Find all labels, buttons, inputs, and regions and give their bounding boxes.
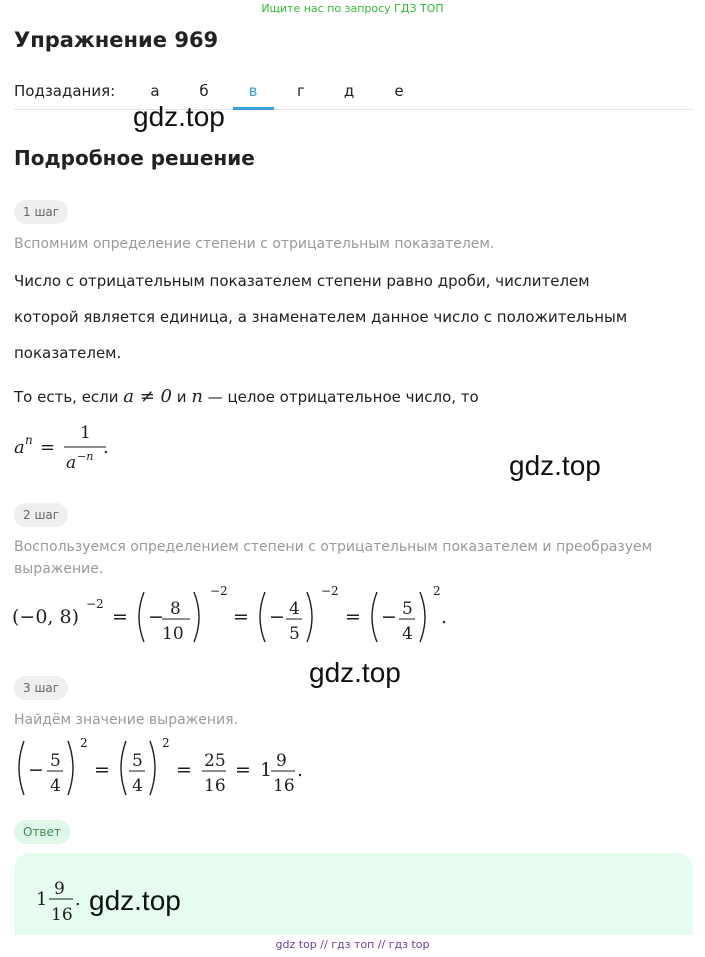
- svg-text:=: =: [94, 759, 110, 781]
- svg-text:−: −: [28, 759, 44, 781]
- subtask-tab-d[interactable]: д: [343, 82, 355, 100]
- svg-text:4: 4: [132, 776, 143, 796]
- svg-text:−2: −2: [321, 584, 339, 598]
- svg-text:1: 1: [80, 423, 91, 443]
- solution-heading: Подробное решение: [14, 146, 255, 170]
- svg-text:=: =: [112, 606, 128, 628]
- formula-negative-exponent: [12, 420, 132, 474]
- svg-text:2: 2: [162, 736, 170, 750]
- subtask-tab-g[interactable]: г: [297, 82, 305, 100]
- svg-text:2: 2: [80, 736, 88, 750]
- svg-text:=: =: [40, 437, 56, 458]
- answer-badge: Ответ: [14, 820, 70, 844]
- svg-text:5: 5: [50, 751, 61, 771]
- svg-text:4: 4: [289, 599, 300, 619]
- svg-text:(−0, 8): (−0, 8): [12, 606, 80, 628]
- footer-link[interactable]: гдз top: [388, 938, 430, 951]
- svg-text:5: 5: [132, 751, 143, 771]
- step-badge: 2 шаг: [14, 503, 68, 527]
- math-a-neq-0: a ≠ 0: [123, 386, 173, 407]
- svg-text:a: a: [66, 453, 77, 473]
- svg-text:9: 9: [54, 879, 65, 899]
- svg-text:1: 1: [260, 759, 273, 781]
- subtask-tab-e[interactable]: е: [394, 82, 404, 100]
- svg-text:9: 9: [276, 751, 287, 771]
- footer-links: [0, 938, 705, 951]
- step-text-line: которой является единица, а знаменателем данное число с положительным: [14, 308, 628, 326]
- svg-text:−n: −n: [77, 450, 94, 463]
- page-title: Упражнение 969: [14, 28, 219, 52]
- svg-text:4: 4: [402, 624, 413, 644]
- search-hint-link[interactable]: Ищите нас по запросу ГДЗ ТОП: [261, 2, 444, 15]
- condition-line: [14, 384, 479, 410]
- step-text-line: Число с отрицательным показателем степени равно дроби, числителем: [14, 272, 590, 290]
- svg-text:=: =: [233, 606, 249, 628]
- footer-link[interactable]: гдз топ: [331, 938, 375, 951]
- condition-suffix: — целое отрицательное число, то: [207, 388, 479, 406]
- svg-text:5: 5: [402, 599, 413, 619]
- math-n: n: [191, 386, 203, 407]
- svg-text:25: 25: [204, 751, 226, 771]
- svg-text:4: 4: [50, 776, 61, 796]
- svg-text:=: =: [235, 759, 251, 781]
- subtask-tab-b[interactable]: б: [199, 82, 209, 100]
- active-tab-indicator: [233, 107, 274, 110]
- svg-text:−: −: [148, 606, 164, 628]
- subtask-tab-a[interactable]: а: [150, 82, 160, 100]
- svg-text:.: .: [75, 889, 81, 910]
- svg-text:−2: −2: [210, 584, 228, 598]
- svg-text:.: .: [297, 759, 304, 781]
- footer-separator: //: [320, 938, 328, 951]
- svg-text:a: a: [14, 437, 25, 458]
- svg-text:−2: −2: [86, 597, 104, 611]
- svg-text:16: 16: [204, 776, 226, 796]
- svg-text:n: n: [25, 433, 33, 447]
- svg-text:2: 2: [433, 584, 441, 598]
- svg-text:1: 1: [36, 889, 48, 910]
- formula-step-3: [10, 733, 330, 803]
- condition-prefix: То есть, если: [14, 388, 119, 406]
- svg-text:=: =: [345, 606, 361, 628]
- step-badge: 1 шаг: [14, 200, 68, 224]
- svg-text:.: .: [441, 606, 448, 628]
- step-text-line: показателем.: [14, 344, 122, 362]
- condition-and: и: [176, 388, 187, 406]
- footer-separator: //: [377, 938, 386, 951]
- subtask-tab-v[interactable]: в: [248, 82, 258, 100]
- svg-text:=: =: [176, 759, 192, 781]
- svg-text:−: −: [269, 606, 285, 628]
- tabs-divider: [14, 109, 694, 110]
- watermark: gdz.top: [509, 450, 601, 481]
- step-hint: Вспомним определение степени с отрицательным показателем.: [14, 236, 495, 252]
- step-hint: Найдём значение выражения.: [14, 712, 239, 728]
- footer-link[interactable]: gdz top: [275, 938, 317, 951]
- step-hint: Воспользуемся определением степени с отрицательным показателем и преобразуем выражение.: [14, 539, 653, 577]
- svg-text:10: 10: [162, 624, 184, 644]
- subtasks-label: Подзадания:: [14, 82, 116, 100]
- svg-text:16: 16: [273, 776, 295, 796]
- svg-text:−: −: [381, 606, 397, 628]
- svg-text:.: .: [103, 437, 109, 458]
- svg-text:8: 8: [170, 599, 181, 619]
- watermark: gdz.top: [89, 885, 181, 916]
- answer-value: [34, 872, 94, 928]
- watermark: gdz.top: [133, 101, 225, 132]
- svg-text:16: 16: [51, 905, 73, 925]
- watermark: gdz.top: [309, 657, 401, 688]
- step-badge: 3 шаг: [14, 676, 68, 700]
- svg-text:5: 5: [289, 624, 300, 644]
- formula-step-2: [10, 580, 470, 650]
